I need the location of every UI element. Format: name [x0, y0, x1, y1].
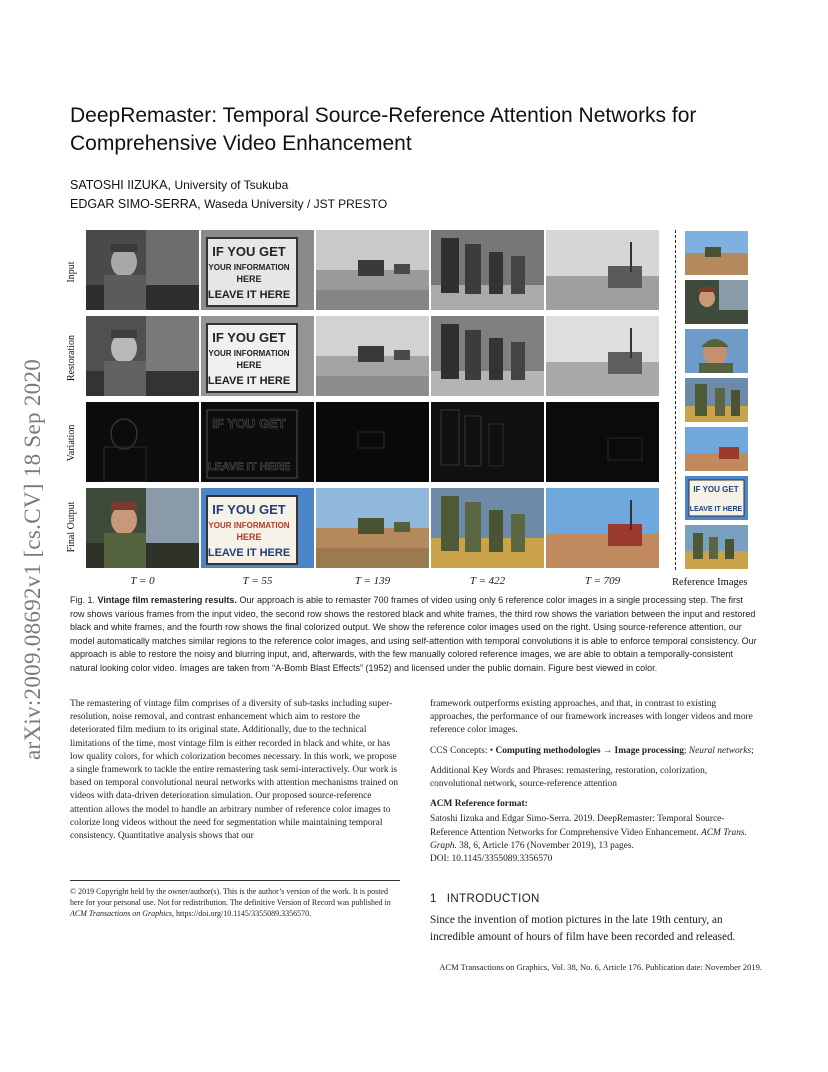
footnote-doi: , https://doi.org/10.1145/3355089.3356570. — [172, 909, 312, 918]
acm-reference-doi: DOI: 10.1145/3355089.3356570 — [430, 854, 553, 865]
paper-title: DeepRemaster: Temporal Source-Reference Attention Networks for Comprehensive Video Enhancement — [70, 104, 697, 155]
row-label-input: Input — [66, 261, 77, 283]
ccs-tail: ; — [751, 745, 754, 756]
figure-frame-restoration-soldiers — [431, 316, 544, 396]
caption-body: Our approach is able to remaster 700 frames of video using only 6 reference color images in a single processing step. The first row shows various frames from the input video, the second row shows the restored black and white frames, the third row shows the variation between the input and restored black and white frames, and the fourth row shows the final colorized output. We show the reference color images used on the right. Using source-reference attention, our model automatically matches similar regions to the reference color images, and using self-attention with temporal convolutions it is able to enforce temporal consistency. Our approach is able to restore the noisy and blurring input, and, afterwards, with the few manually colored reference images, we are able to obtain a temporally-consistent natural looking color video. Images are taken from “A-Bomb Blast Effects” (1952) and licensed under the public domain. Figure best viewed in color. — [70, 595, 757, 673]
author-1 — [70, 178, 288, 192]
time-label: T = 0 — [130, 575, 155, 587]
row-label-variation: Variation — [66, 424, 77, 462]
page-footer: ACM Transactions on Graphics, Vol. 38, No. 6, Article 176. Publication date: November 2019. — [439, 962, 762, 972]
figure-frame-restoration-trucks — [316, 316, 429, 396]
sign-line-4: LEAVE IT HERE — [207, 289, 291, 301]
footnote-journal: ACM Transactions on Graphics — [70, 909, 173, 918]
reference-image-soldier — [685, 280, 748, 324]
acm-reference-journal: ACM Trans. Graph. — [430, 827, 747, 851]
sign-line-4: LEAVE IT HERE — [689, 506, 743, 513]
figure-frame-output-soldiers — [431, 488, 544, 568]
ccs-concepts — [430, 745, 760, 758]
figure-frame-input-trucks — [316, 230, 429, 310]
time-label: T = 422 — [469, 575, 506, 587]
sign-line-1: IF YOU GET — [212, 244, 286, 259]
figure-frame-variation-sign — [201, 402, 314, 482]
figure-frame-input-soldier — [86, 230, 199, 310]
author-name: EDGAR SIMO-SERRA, — [70, 197, 201, 211]
acm-reference-details: 38, 6, Article 176 (November 2019), 13 pages. — [459, 840, 634, 851]
acm-reference — [430, 813, 760, 866]
time-label: T = 55 — [242, 575, 273, 587]
ccs-lead: CCS Concepts: • — [430, 745, 494, 756]
figure-frame-input-house — [546, 230, 659, 310]
abstract-continued: framework outperforms existing approaches, and that, in contrast to existing approaches, the performance of our framework increases with longer videos and more reference color images. — [430, 699, 753, 736]
reference-image-house — [685, 427, 748, 471]
caption-title: Vintage film remastering results. — [97, 595, 237, 605]
row-label-restoration: Restoration — [66, 334, 77, 382]
sign-line-2: YOUR INFORMATION — [208, 521, 290, 530]
figure-frame-variation-soldier — [86, 402, 199, 482]
intro-paragraph: Since the invention of motion pictures in the late 19th century, an incredible amount of hours of film have been recorded and released. — [430, 914, 736, 943]
section-title: INTRODUCTION — [446, 893, 540, 905]
ccs-italic: Neural networks — [688, 745, 752, 756]
figure-frame-input-soldiers — [431, 230, 544, 310]
figure-frame-variation-house — [546, 402, 659, 482]
sign-line-1: IF YOU GET — [212, 330, 286, 345]
caption-label: Fig. 1. — [70, 595, 96, 605]
sign-line-4: LEAVE IT HERE — [207, 547, 291, 559]
author-2 — [70, 197, 387, 211]
left-column — [70, 698, 400, 850]
figure-frame-output-soldier — [86, 488, 199, 568]
time-label: T = 139 — [354, 575, 391, 587]
arxiv-identifier: arXiv:2009.08692v1 [cs.CV] 18 Sep 2020 — [20, 358, 45, 760]
figure-frame-restoration-sign — [201, 316, 314, 396]
reference-image-helmet — [685, 329, 748, 373]
ccs-sep: ; — [683, 745, 689, 756]
row-label-final-output: Final Output — [66, 501, 77, 553]
figure-frame-restoration-soldier — [86, 316, 199, 396]
time-label: T = 709 — [584, 575, 621, 587]
reference-image-soldiers — [685, 378, 748, 422]
author-name: SATOSHI IIZUKA, — [70, 178, 171, 192]
reference-image-sign — [685, 476, 748, 520]
reference-images-label: Reference Images — [672, 577, 748, 588]
sign-line-3: HERE — [236, 274, 262, 284]
copyright-footnote — [70, 886, 400, 919]
sign-line-4: LEAVE IT HERE — [207, 375, 291, 387]
right-column — [430, 698, 760, 873]
author-affiliation: University of Tsukuba — [174, 178, 289, 192]
acm-reference-text: Satoshi Iizuka and Edgar Simo-Serra. 2019. DeepRemaster: Temporal Source-Reference Attention Networks for Comprehensive Video Enhancement. — [430, 814, 725, 838]
figure-frame-restoration-house — [546, 316, 659, 396]
sign-line-1: IF YOU GET — [212, 416, 286, 431]
footnote-rule — [70, 880, 400, 881]
section-number: 1 — [430, 893, 437, 905]
acm-reference-heading: ACM Reference format: — [430, 799, 528, 810]
footnote-text: © 2019 Copyright held by the owner/author(s). This is the author’s version of the work. It is posted here for your personal use. Not for redistribution. The definitive Version of Record was published in — [70, 887, 391, 907]
sign-line-4: LEAVE IT HERE — [207, 461, 291, 473]
abstract: The remastering of vintage film comprises of a diversity of sub-tasks including super-resolution, noise removal, and contrast enhancement which aim to restore the deteriorated film medium to its original state. Additionally, due to the technical limitations of the time, most vintage film is either recorded in black and white, or has low quality colors, for which colorization becomes necessary. In this work, we propose a single framework to tackle the entire remastering task semi-interactively. Our work is based on temporal convolutional neural networks with attention mechanisms trained on videos with data-driven deterioration simulation. Our proposed source-reference attention allows the model to handle an arbitrary number of reference color images to colorize long videos without the need for segmentation while maintaining temporal consistency. Quantitative analysis shows that our — [70, 699, 399, 842]
sign-line-2: YOUR INFORMATION — [208, 263, 290, 272]
author-affiliation: Waseda University / JST PRESTO — [204, 197, 388, 211]
figure-frame-variation-soldiers — [431, 402, 544, 482]
ccs-bold: Computing methodologies → Image processing — [495, 745, 684, 756]
figure-frame-input-sign — [201, 230, 314, 310]
sign-line-1: IF YOU GET — [212, 502, 286, 517]
reference-divider — [675, 230, 676, 570]
figure-frame-output-house — [546, 488, 659, 568]
keywords: Additional Key Words and Phrases: remastering, restoration, colorization, convolutional network, source-reference attention — [430, 765, 708, 790]
sign-line-3: HERE — [236, 532, 262, 542]
reference-image-field — [685, 525, 748, 569]
section-heading — [430, 893, 540, 905]
sign-line-2: YOUR INFORMATION — [208, 349, 290, 358]
figure-frame-output-trucks — [316, 488, 429, 568]
figure-frame-output-sign — [201, 488, 314, 568]
sign-line-3: HERE — [236, 360, 262, 370]
figure-caption — [70, 594, 760, 675]
sign-line-1: IF YOU GET — [693, 485, 739, 494]
reference-image-trucks — [685, 231, 748, 275]
figure-frame-variation-trucks — [316, 402, 429, 482]
